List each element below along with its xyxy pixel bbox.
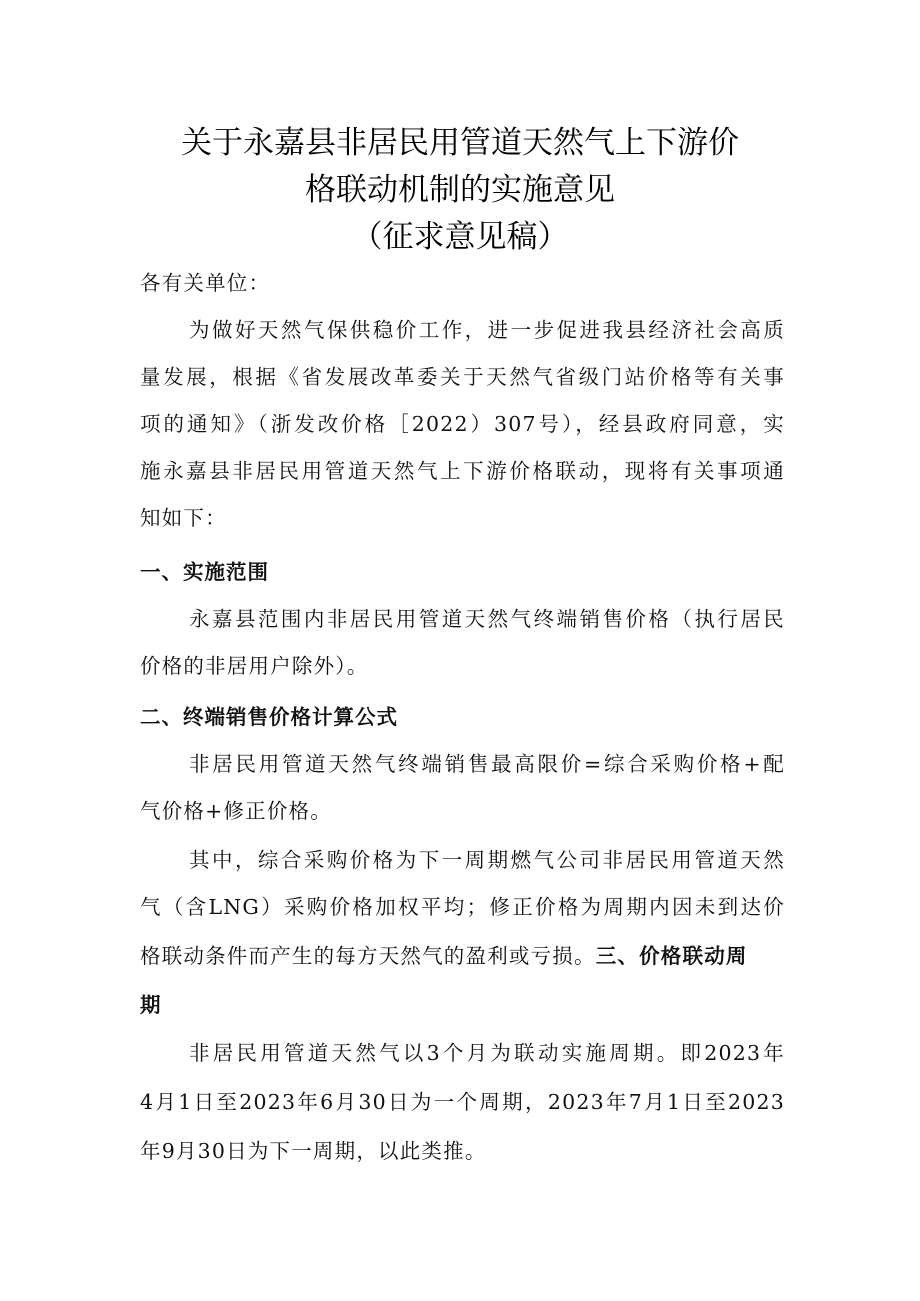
section-3-line-2: 4月1日至2023年6月30日为一个周期，2023年7月1日至2023 (140, 1090, 785, 1114)
intro-line-1: 为做好天然气保供稳价工作，进一步促进我县经济社会高质 (189, 318, 785, 342)
section-3-heading-part-2: 期 (140, 993, 162, 1017)
section-2-explain-line-2: 气（含LNG）采购价格加权平均；修正价格为周期内因未到达价 (140, 895, 785, 919)
section-3-line-1: 非居民用管道天然气以3个月为联动实施周期。即2023年 (189, 1041, 785, 1065)
intro-line-3: 项的通知》（浙发改价格［2022）307号），经县政府同意，实 (140, 412, 785, 436)
section-3-heading-part-1: 三、价格联动周 (595, 944, 748, 968)
intro-line-5: 知如下： (140, 506, 227, 530)
section-2-heading: 二、终端销售价格计算公式 (140, 705, 398, 729)
section-1-line-2: 价格的非居用户除外）。 (140, 654, 369, 678)
section-1-heading: 一、实施范围 (140, 560, 269, 584)
section-3-line-3: 年9月30日为下一周期，以此类推。 (140, 1139, 487, 1163)
salutation: 各有关单位： (140, 271, 271, 295)
document-title-line-3: （征求意见稿） (351, 219, 569, 255)
intro-line-2: 量发展，根据《省发展改革委关于天然气省级门站价格等有关事 (140, 365, 785, 389)
section-2-formula-line-2: 气价格+修正价格。 (140, 799, 332, 823)
section-2-explain-line-1: 其中，综合采购价格为下一周期燃气公司非居民用管道天然 (189, 848, 785, 872)
section-2-explain-line-3-text: 格联动条件而产生的每方天然气的盈利或亏损。 (140, 944, 596, 968)
intro-line-4: 施永嘉县非居民用管道天然气上下游价格联动，现将有关事项通 (140, 459, 785, 483)
section-1-line-1: 永嘉县范围内非居民用管道天然气终端销售价格（执行居民 (189, 607, 785, 631)
document-title-line-2: 格联动机制的实施意见 (305, 172, 615, 208)
section-2-explain-line-3 (140, 936, 785, 976)
document-title-line-1: 关于永嘉县非居民用管道天然气上下游价 (181, 125, 739, 161)
section-2-formula-line-1: 非居民用管道天然气终端销售最高限价=综合采购价格+配 (189, 752, 785, 776)
